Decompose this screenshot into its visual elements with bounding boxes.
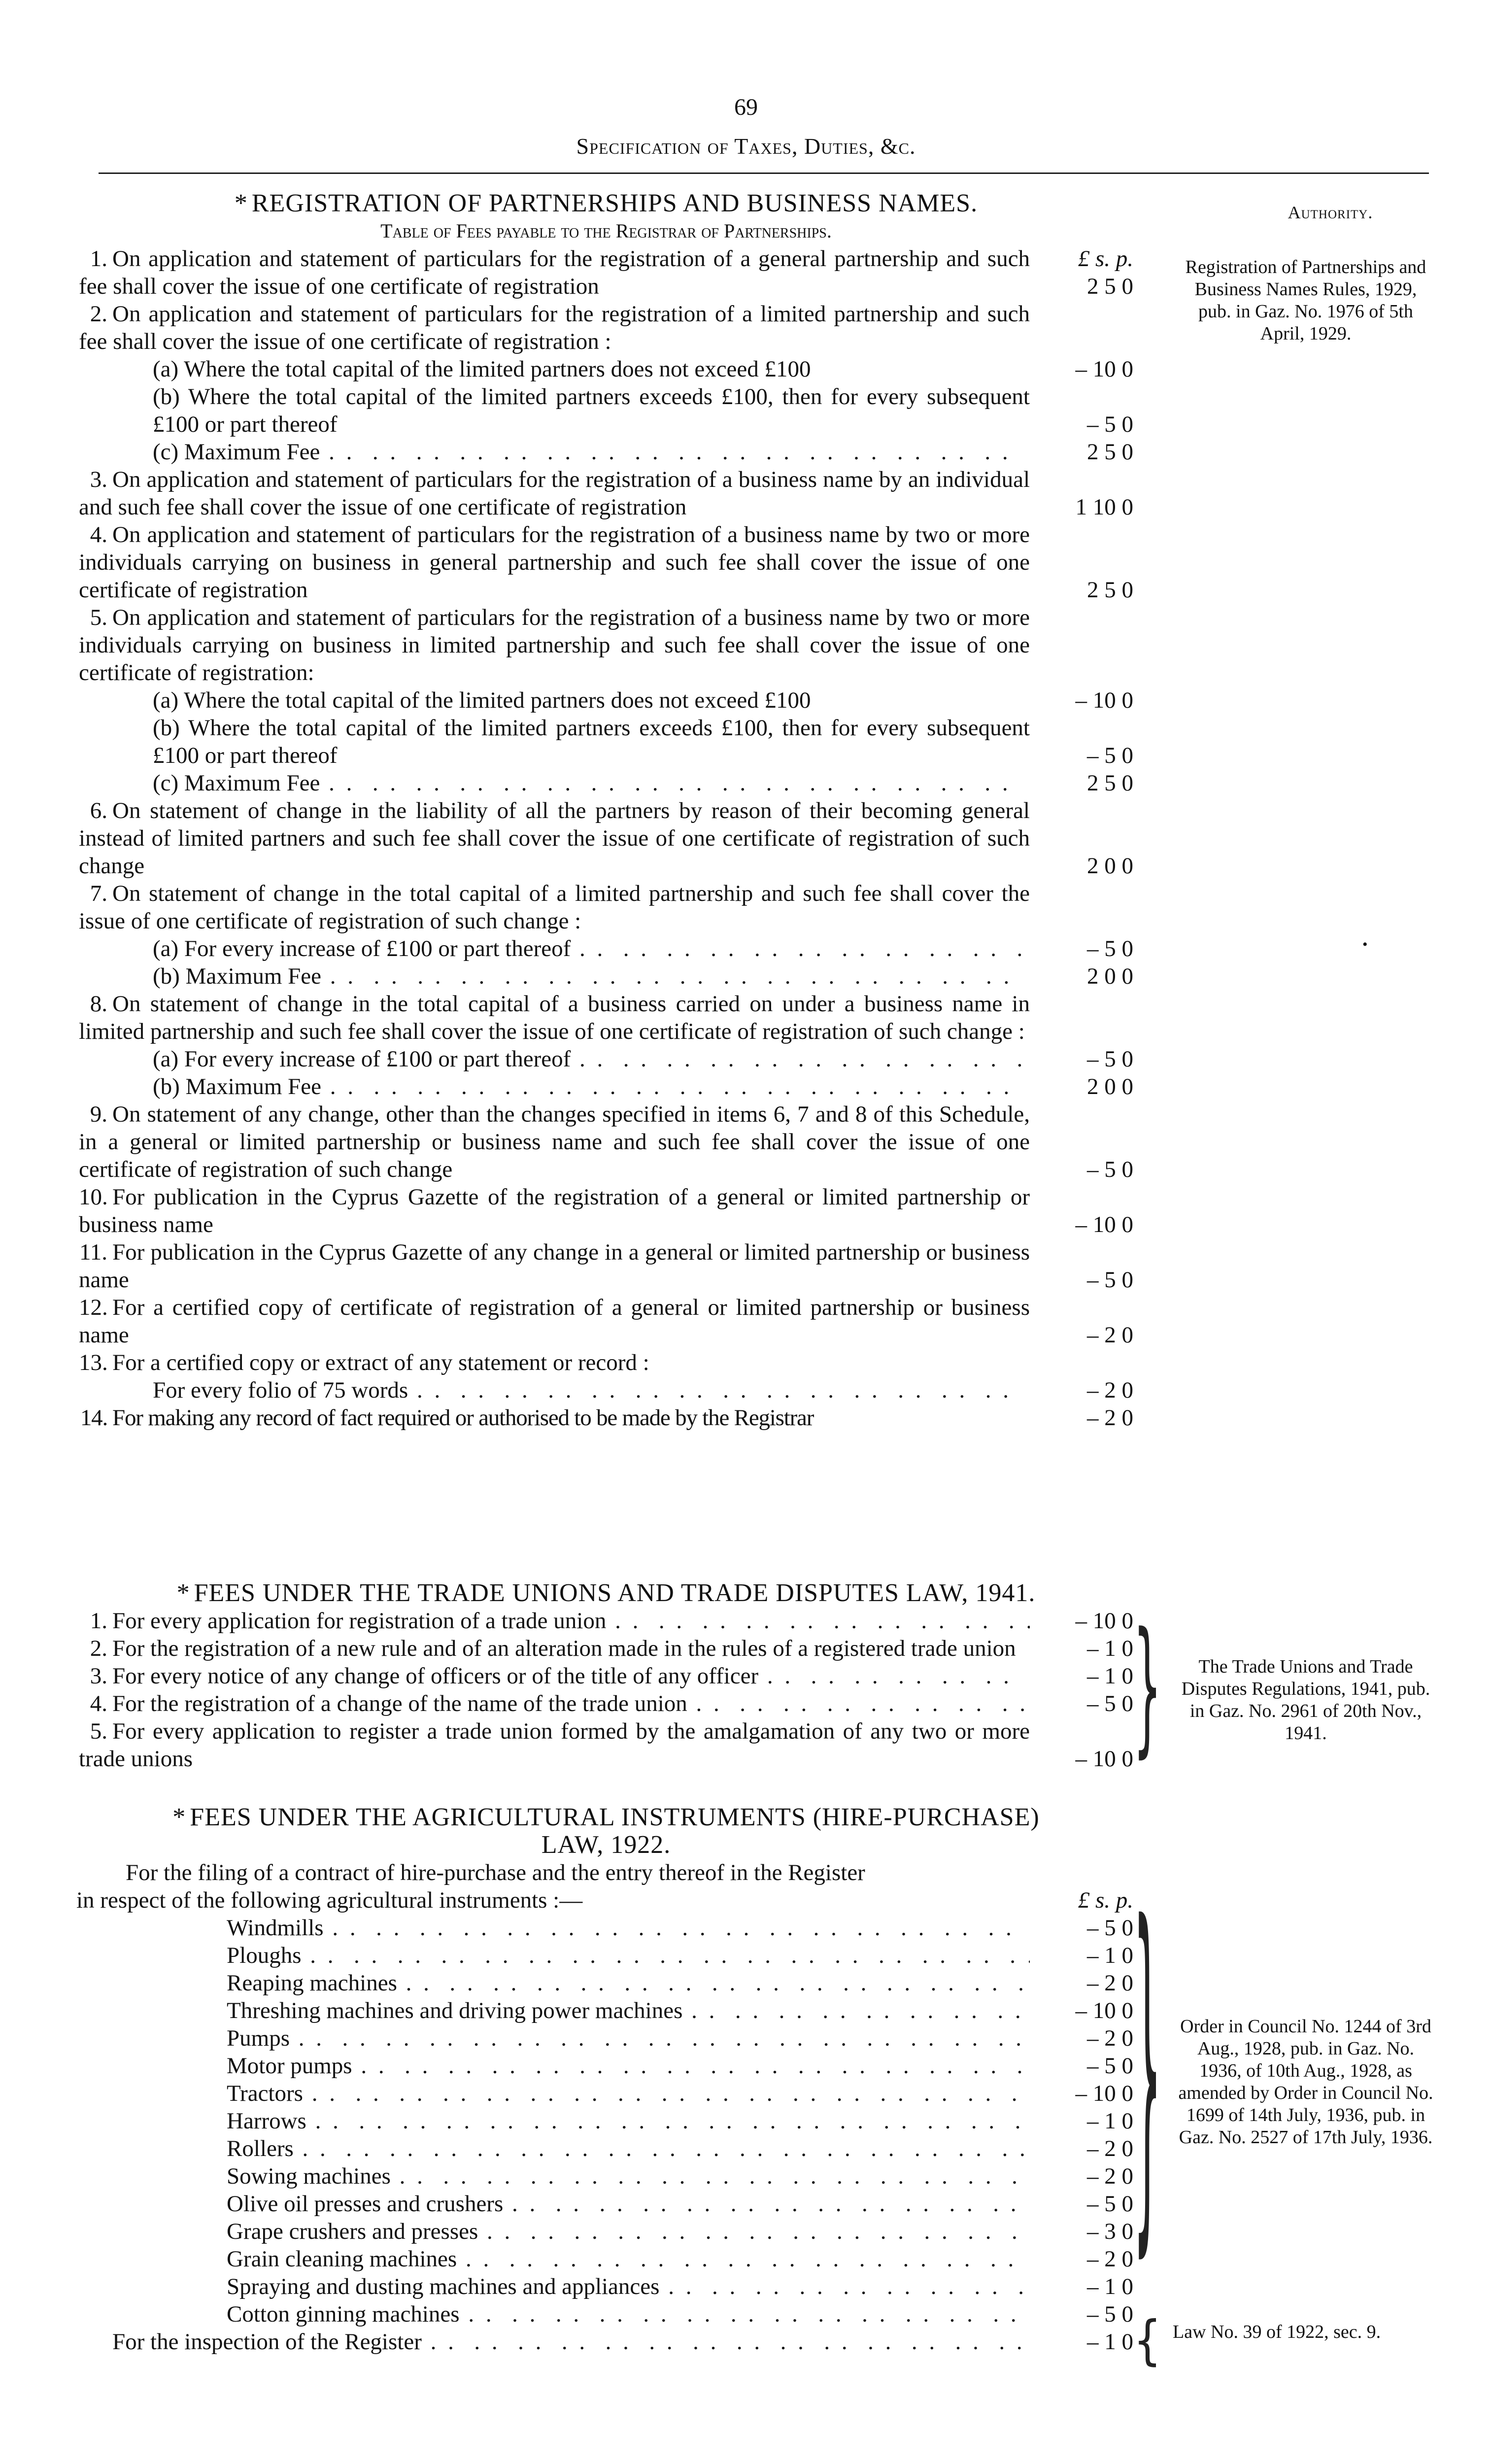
fee-item: 5. For every application to register a trade union formed by the amalgamation of any two or more trade unions – 10 0 — [79, 1718, 1133, 1772]
fee-subitem: (a) Where the total capital of the limited partners does not exceed £100 – 10 0 — [153, 356, 1133, 382]
fee-item: 10. For publication in the Cyprus Gazette of the registration of a general or limited partnership or business name – 10 0 — [79, 1184, 1133, 1237]
fee-subitem: (a) For every increase of £100 or part thereof . . – 5 0 — [79, 935, 1133, 962]
item-text: 1. On application and statement of particulars for the registration of a general partnership and such fee shall cover the issue of one certificate of registration — [79, 246, 1030, 299]
authority-note: Law No. 39 of 1922, sec. 9. — [1173, 2322, 1381, 2342]
section-title-line2: LAW, 1922. — [541, 1831, 671, 1859]
list-item: Olive oil presses and crushers . . – 5 0 — [79, 2190, 1133, 2218]
item-fee: £ s. p. 2 5 0 — [1030, 245, 1133, 300]
fee-column-header: £ s. p. — [1078, 246, 1133, 272]
right-brace: } — [1133, 1602, 1162, 1773]
intro-text: For the filing of a contract of hire-purchase and the entry thereof in the Register — [126, 1860, 865, 1885]
fee-subitem: (a) Where the total capital of the limited partners does not exceed £100 – 10 0 — [153, 687, 1133, 713]
fee-item: 13. For a certified copy or extract of any statement or record : — [79, 1350, 649, 1375]
list-item: Threshing machines and driving power machines . . – 10 0 — [79, 1997, 1133, 2024]
section-title: * FEES UNDER THE AGRICULTURAL INSTRUMENTS (HIRE-PURCHASE) — [172, 1803, 1040, 1831]
fee-item — [79, 245, 1133, 300]
fee-subitem: (b) Where the total capital of the limited partners exceeds £100, then for every subsequent £100 or part thereof – 5 0 — [153, 715, 1133, 768]
fee-subitem: (b) Maximum Fee . . 2 0 0 — [79, 962, 1133, 990]
fee-subitem: (b) Where the total capital of the limited partners exceeds £100, then for every subsequent £100 or part thereof – 5 0 — [153, 384, 1133, 437]
authority-note: Order in Council No. 1244 of 3rd Aug., 1928, pub. in Gaz. No. 1936, of 10th Aug., 1928, as amended by Order in Council No. 1699 of 14th July, 1936, pub. in Gaz. No. 2527 of 17th July, 1936. — [1178, 2016, 1433, 2148]
fee-item: 2. For the registration of a new rule and of an alteration made in the rules of a registered trade union – 1 0 — [90, 1636, 1133, 1661]
list-item: Grain cleaning machines . . – 2 0 — [79, 2245, 1133, 2273]
running-head: Specification of Taxes, Duties, &c. — [576, 134, 916, 159]
left-brace: { — [1133, 2309, 1162, 2372]
authority-note: Registration of Partnerships and Business Names Rules, 1929, pub. in Gaz. No. 1976 of 5th April, 1929. — [1185, 257, 1426, 344]
fee-subitem: (a) For every increase of £100 or part thereof . . – 5 0 — [79, 1045, 1133, 1073]
fee-item: 5. On application and statement of particulars for the registration of a business name by two or more individuals carrying on business in limited partnership and such fee shall cover the issue of one certificate of registration: — [79, 605, 1030, 685]
fee-item: 2. On application and statement of particulars for the registration of a limited partnership and such fee shall cover the issue of one certificate of registration : — [79, 301, 1030, 354]
section-agricultural-instruments — [76, 1803, 1133, 2356]
fee-item: 12. For a certified copy of certificate of registration of a general or limited partnership or business name – 2 0 — [79, 1295, 1133, 1348]
section-title: * REGISTRATION OF PARTNERSHIPS AND BUSINESS NAMES. — [234, 189, 978, 217]
instrument-list — [79, 1914, 1133, 2328]
fee-item: 3. On application and statement of particulars for the registration of a business name by an individual and such fee shall cover the issue of one certificate of registration 1 10 0 — [79, 467, 1133, 520]
fee-item: 8. On statement of change in the total capital of a business carried on under a business name in limited partnership and such fee shall cover the issue of one certificate of registration of such change : — [79, 991, 1030, 1044]
fee-subitem: (b) Maximum Fee . . 2 0 0 — [79, 1073, 1133, 1100]
fee-item: 11. For publication in the Cyprus Gazette of any change in a general or limited partnership or business name – 5 0 — [79, 1239, 1133, 1293]
intro-row: in respect of the following agricultural instruments :— £ s. p. — [76, 1887, 1133, 1913]
fee-item: 6. On statement of change in the liability of all the partners by reason of their becoming general instead of limited partners and such fee shall cover the issue of one certificate of registration of such change 2 0 0 — [79, 798, 1133, 879]
fee-item: 1. For every application for registration of a trade union . . – 10 0 — [79, 1607, 1133, 1635]
fee-item: 4. For the registration of a change of the name of the trade union . . – 5 0 — [79, 1690, 1133, 1717]
list-item: Cotton ginning machines . . – 5 0 — [79, 2300, 1133, 2328]
list-item: Grape crushers and presses . . – 3 0 — [79, 2218, 1133, 2245]
list-item: Harrows . . – 1 0 — [79, 2107, 1133, 2135]
section-trade-unions — [79, 1579, 1133, 1773]
authority-note: The Trade Unions and Trade Disputes Regulations, 1941, pub. in Gaz. No. 2961 of 20th Nov., 1941. — [1181, 1656, 1430, 1744]
fee-column-header: £ s. p. — [1078, 1887, 1133, 1913]
fee-item: 7. On statement of change in the total capital of a limited partnership and such fee shall cover the issue of one certificate of registration of such change : — [79, 881, 1030, 934]
fee-item: 14. For making any record of fact required or authorised to be made by the Registrar – 2 0 — [80, 1405, 1133, 1431]
section-partnerships — [79, 190, 1133, 1432]
inspection-row: For the inspection of the Register . . – 1 0 — [79, 2328, 1133, 2356]
margin-mark: • — [1362, 936, 1368, 953]
list-item: Pumps . . – 2 0 — [79, 2024, 1133, 2052]
list-item: Motor pumps . . – 5 0 — [79, 2052, 1133, 2080]
list-item: Tractors . . – 10 0 — [79, 2080, 1133, 2107]
fee-subitem: (c) Maximum Fee . . 2 5 0 — [79, 438, 1133, 466]
fee-subitem: (c) Maximum Fee . . 2 5 0 — [79, 769, 1133, 797]
authority-heading: Authority. — [1288, 203, 1373, 222]
list-item: Sowing machines . . – 2 0 — [79, 2162, 1133, 2190]
fee-subitem: For every folio of 75 words . . – 2 0 — [79, 1376, 1133, 1404]
list-item: Ploughs . . – 1 0 — [79, 1942, 1133, 1969]
fee-item: 4. On application and statement of particulars for the registration of a business name by two or more individuals carrying on business in general partnership and such fee shall cover the issue of one certificate of registration 2 5 0 — [79, 522, 1133, 603]
section-subtitle: Table of Fees payable to the Registrar of Partnerships. — [380, 220, 832, 242]
list-item: Reaping machines . . – 2 0 — [79, 1969, 1133, 1997]
header-rule — [99, 172, 1429, 176]
fee-item: 3. For every notice of any change of officers or of the title of any officer . . – 1 0 — [79, 1662, 1133, 1690]
list-item: Windmills . . – 5 0 — [79, 1914, 1133, 1942]
fee-item: 9. On statement of any change, other than the changes specified in items 6, 7 and 8 of this Schedule, in a general or limited partnership or business name and such fee shall cover the issue of one certificate of registration of such change – 5 0 — [79, 1101, 1133, 1182]
page-number: 69 — [734, 94, 758, 120]
right-brace: } — [1133, 1850, 1162, 2290]
section-title: * FEES UNDER THE TRADE UNIONS AND TRADE DISPUTES LAW, 1941. — [176, 1579, 1036, 1607]
list-item: Spraying and dusting machines and appliances . . – 1 0 — [79, 2273, 1133, 2300]
list-item: Rollers . . – 2 0 — [79, 2135, 1133, 2162]
